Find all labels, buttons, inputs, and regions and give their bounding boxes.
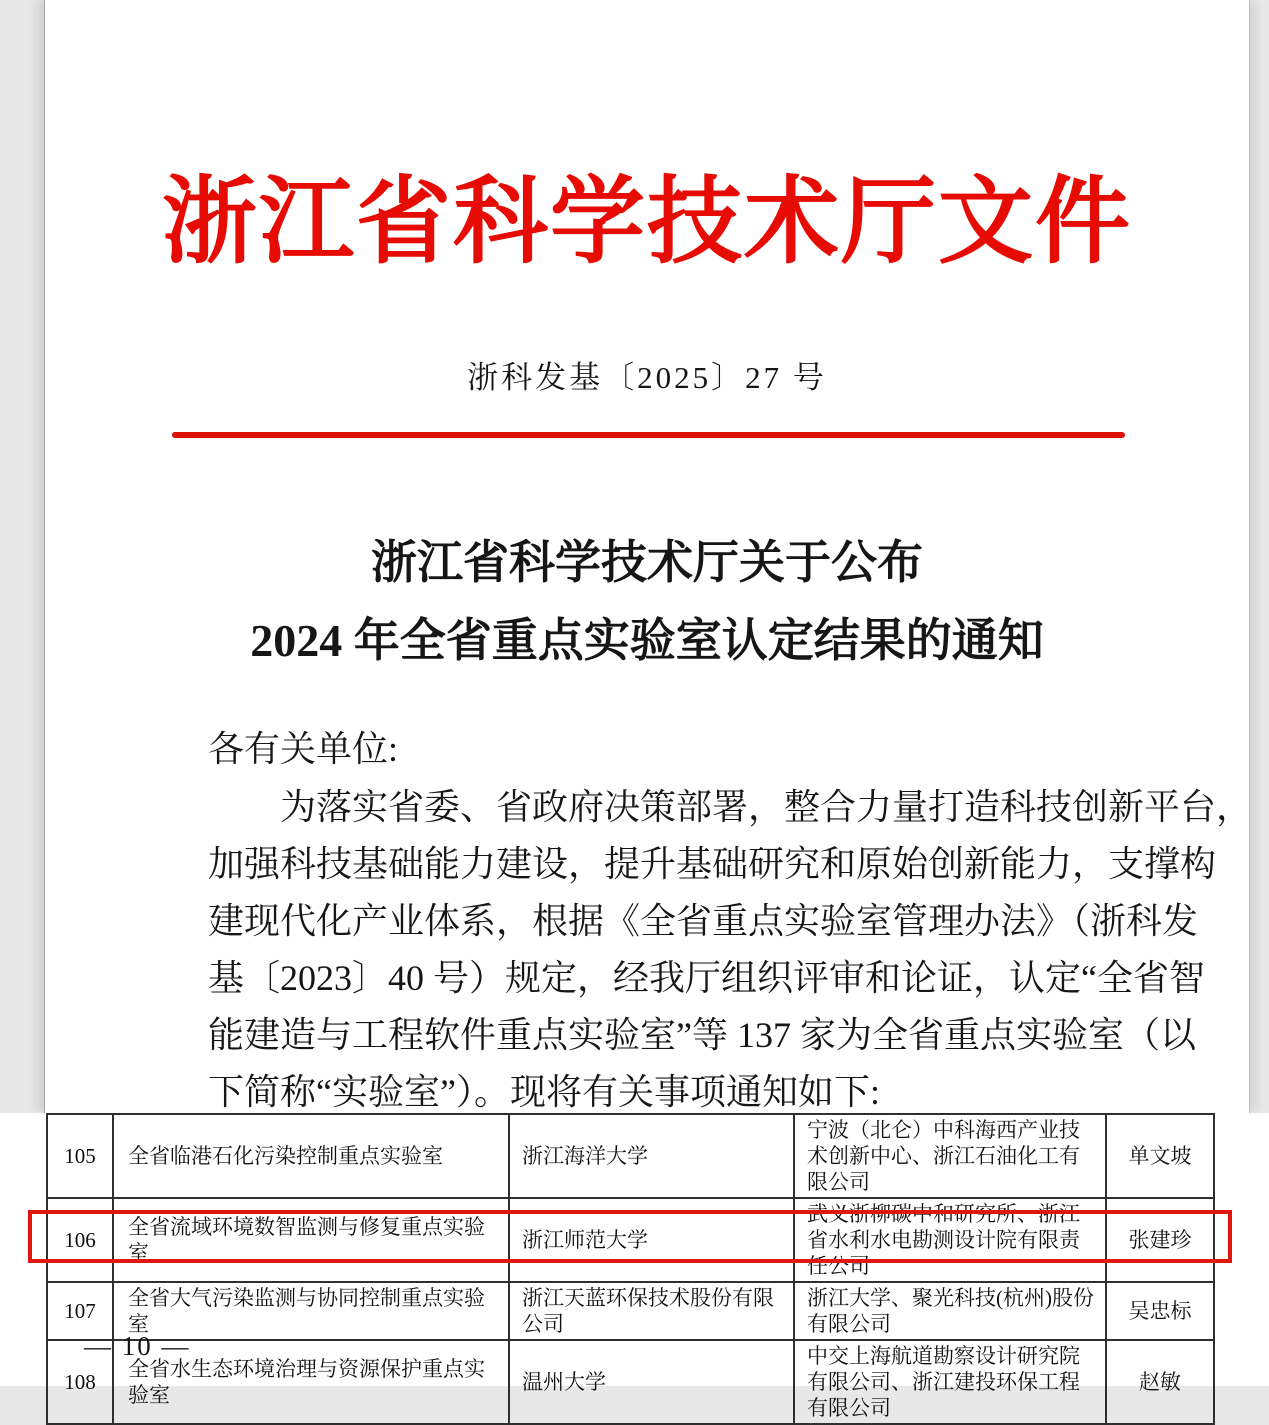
table-row — [47, 1114, 1214, 1198]
document-sheet — [44, 0, 1253, 1113]
page-number: — 10 — — [84, 1331, 191, 1361]
director-name: 张建珍 — [1106, 1198, 1214, 1282]
partner-organizations: 宁波（北仑）中科海西产业技术创新中心、浙江石油化工有限公司 — [794, 1114, 1106, 1198]
supporting-institution: 温州大学 — [509, 1340, 794, 1424]
lab-name: 全省大气污染监测与协同控制重点实验室 — [113, 1282, 509, 1340]
table-row-highlighted — [47, 1282, 1214, 1340]
row-number: 105 — [47, 1114, 113, 1198]
row-number: 108 — [47, 1340, 113, 1424]
partner-organizations: 浙江大学、聚光科技(杭州)股份有限公司 — [794, 1282, 1106, 1340]
partner-organizations: 中交上海航道勘察设计研究院有限公司、浙江建投环保工程有限公司 — [794, 1340, 1106, 1424]
lab-name: 全省临港石化污染控制重点实验室 — [113, 1114, 509, 1198]
supporting-institution: 浙江海洋大学 — [509, 1114, 794, 1198]
supporting-institution: 浙江天蓝环保技术股份有限公司 — [509, 1282, 794, 1340]
notice-title-line2: 2024 年全省重点实验室认定结果的通知 — [250, 615, 1044, 666]
red-divider-rule — [172, 432, 1125, 438]
director-name: 单文坡 — [1106, 1114, 1214, 1198]
body-paragraph — [208, 779, 1253, 1121]
row-number: 107 — [47, 1282, 113, 1340]
notice-title-line1: 浙江省科学技术厅关于公布 — [371, 537, 923, 588]
body-line: 基〔2023〕40 号）规定，经我厅组织评审和论证，认定“全省智 — [208, 958, 1205, 998]
director-name: 赵敏 — [1106, 1340, 1214, 1424]
supporting-institution: 浙江师范大学 — [509, 1198, 794, 1282]
director-name: 吴忠标 — [1106, 1282, 1214, 1340]
body-line: 加强科技基础能力建设，提升基础研究和原始创新能力，支撑构 — [208, 844, 1217, 884]
body-line: 建现代化产业体系，根据《全省重点实验室管理办法》（浙科发 — [208, 901, 1199, 941]
salutation: 各有关单位: — [208, 729, 399, 769]
table-row — [47, 1340, 1214, 1424]
lab-table — [46, 1113, 1215, 1425]
body-line: 能建造与工程软件重点实验室”等 137 家为全省重点实验室（以 — [208, 1015, 1196, 1055]
body-line: 为落实省委、省政府决策部署，整合力量打造科技创新平台， — [280, 787, 1253, 827]
lab-name: 全省流域环境数智监测与修复重点实验室 — [113, 1198, 509, 1282]
table-row — [47, 1198, 1214, 1282]
body-line: 下简称“实验室”）。现将有关事项通知如下: — [208, 1072, 880, 1112]
partner-organizations: 武义浙柳碳中和研究所、浙江省水利水电勘测设计院有限责任公司 — [794, 1198, 1106, 1282]
lab-name: 全省水生态环境治理与资源保护重点实验室 — [113, 1340, 509, 1424]
document-number: 浙科发基〔2025〕27 号 — [467, 360, 827, 395]
document-header-title: 浙江省科学技术厅文件 — [161, 169, 1132, 275]
row-number: 106 — [47, 1198, 113, 1282]
lab-table-section — [0, 1113, 1269, 1420]
lab-table-body — [47, 1114, 1214, 1424]
